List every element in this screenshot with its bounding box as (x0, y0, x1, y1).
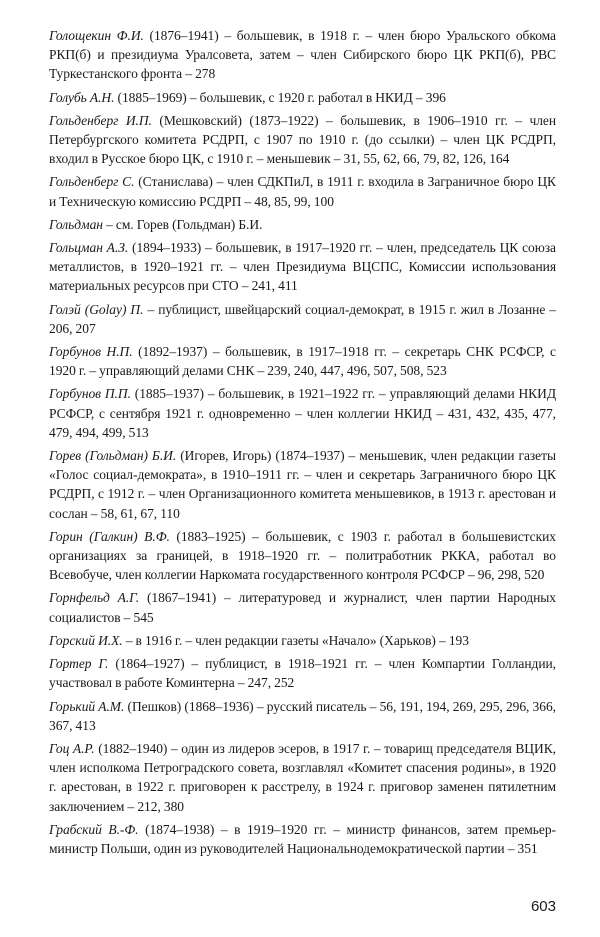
entry-name: Горбунов П.П. (49, 386, 131, 402)
entry-text: (1885–1937) – большевик, в 1921–1922 гг. – управляющий делами НКИД РСФСР, с сентября 1921 г. одновременно – член коллегии НКИД – 431, 432, 435, 477, 479, 494, 499, 513 (49, 386, 556, 440)
entry-text: (1883–1925) – большевик, с 1903 г. работал в большевистских организациях за границей, в 1918–1920 гг. – политработник РККА, работал во Всевобуче, член коллегии Наркомата государственного контроля РСФСР – 96, 298, 520 (49, 528, 556, 583)
entry-name: Горский И.Х. (49, 632, 123, 648)
index-entry (49, 300, 556, 338)
index-entry (49, 238, 556, 296)
entry-text: (1885–1969) – большевик, с 1920 г. работал в НКИД – 396 (114, 89, 446, 105)
entry-text: – в 1916 г. – член редакции газеты «Начало» (Харьков) – 193 (122, 632, 469, 648)
entry-name: Горев (Гольдман) Б.И. (49, 448, 177, 464)
index-entry (49, 739, 556, 816)
entry-text: (Пешков) (1868–1936) – русский писатель – 56, 191, 194, 269, 295, 296, 366, 367, 413 (49, 698, 556, 733)
entry-name: Горбунов Н.П. (49, 344, 133, 360)
entry-text: (Мешковский) (1873–1922) – большевик, в 1906–1910 гг. – член Петербургского комитета РСДРП, с 1907 по 1910 г. (до ссылки) – член ЦК РСДРП, входил в Русское бюро ЦК, с 1910 г. – меньшевик – 31, 55, 62, 66, 79, 82, 126, 164 (49, 112, 557, 167)
entry-name: Гольденберг С. (49, 174, 135, 190)
entry-name: Голэй (Golay) П. (49, 301, 144, 317)
index-entry (49, 588, 556, 626)
entry-name: Голощекин Ф.И. (49, 28, 144, 43)
index-entry (49, 631, 556, 650)
entry-text: (1894–1933) – большевик, в 1917–1920 гг. – член, председатель ЦК союза металлистов, в 1920–1921 гг. – член Президиума ВЦСПС, Комиссии использования материальных ресурсов при СТО – 241, 411 (49, 240, 556, 294)
index-entry (49, 384, 556, 442)
entry-text: – публицист, швейцарский социал-демократ, в 1915 г. жил в Лозанне – 206, 207 (49, 301, 556, 336)
page-number: 603 (530, 898, 556, 915)
entry-name: Горнфельд А.Г. (49, 590, 140, 606)
index-entry (49, 527, 556, 585)
entry-text: (1882–1940) – один из лидеров эсеров, в 1917 г. – товарищ председателя ВЦИК, член исполкома Петроградского совета, возглавлял «Комитет спасения родины», в 1920 г. арестован, в 1922 г. приговорен к расстрелу, в 1924 г. приговор заменен пятилетним заключением – 212, 380 (49, 740, 556, 814)
entry-text: – см. Горев (Гольдман) Б.И. (102, 216, 263, 232)
index-entry (49, 820, 556, 858)
index-entry (49, 446, 556, 523)
index-entry (49, 654, 556, 692)
index-entry (49, 342, 556, 380)
entry-text: (1874–1938) – в 1919–1920 гг. – министр финансов, затем премьер-министр Польши, один из руководителей Национальнодемократической партии – 351 (49, 821, 556, 856)
entry-name: Горький А.М. (49, 698, 125, 714)
index-entries (49, 26, 556, 862)
entry-name: Гольдман (49, 216, 103, 232)
index-entry (49, 111, 556, 169)
index-entry (49, 172, 556, 210)
entry-text: (Игорев, Игорь) (1874–1937) – меньшевик, член редакции газеты «Голос социал-демократа», в 1910–1911 гг. – член и секретарь Заграничного бюро ЦК РСДРП, с 1912 г. – член Организационного комитета меньшевиков, в 1913 г. арестован и сослан – 58, 61, 67, 110 (49, 448, 556, 521)
entry-name: Гортер Г. (49, 656, 109, 672)
index-entry (49, 697, 556, 735)
entry-text: (Станислава) – член СДКПиЛ, в 1911 г. входила в Заграничное бюро ЦК и Техническую комиссию РСДРП – 48, 85, 99, 100 (49, 174, 556, 209)
entry-name: Гольцман А.З. (49, 240, 129, 256)
entry-text: (1876–1941) – большевик, в 1918 г. – член бюро Уральского обкома РКП(б) и президиума Уралсовета, затем – член Сибирского бюро ЦК РКП(б), РВС Туркестанского фронта – 278 (49, 28, 556, 82)
entry-text: (1892–1937) – большевик, в 1917–1918 гг. – секретарь СНК РСФСР, с 1920 г. – управляющий делами СНК – 239, 240, 447, 496, 507, 508, 523 (49, 344, 556, 379)
entry-name: Гольденберг И.П. (49, 112, 152, 128)
entry-text: (1867–1941) – литературовед и журналист, член партии Народных социалистов – 545 (49, 590, 556, 625)
entry-name: Грабский В.-Ф. (49, 821, 139, 837)
entry-name: Горин (Галкин) В.Ф. (49, 528, 170, 544)
index-entry (49, 26, 556, 84)
index-entry (49, 215, 556, 234)
entry-text: (1864–1927) – публицист, в 1918–1921 гг. – член Компартии Голландии, участвовал в работе Коминтерна – 247, 252 (49, 656, 557, 691)
index-entry (49, 88, 556, 107)
entry-name: Гоц А.Р. (49, 740, 95, 756)
entry-name: Голубь А.Н. (49, 89, 115, 105)
